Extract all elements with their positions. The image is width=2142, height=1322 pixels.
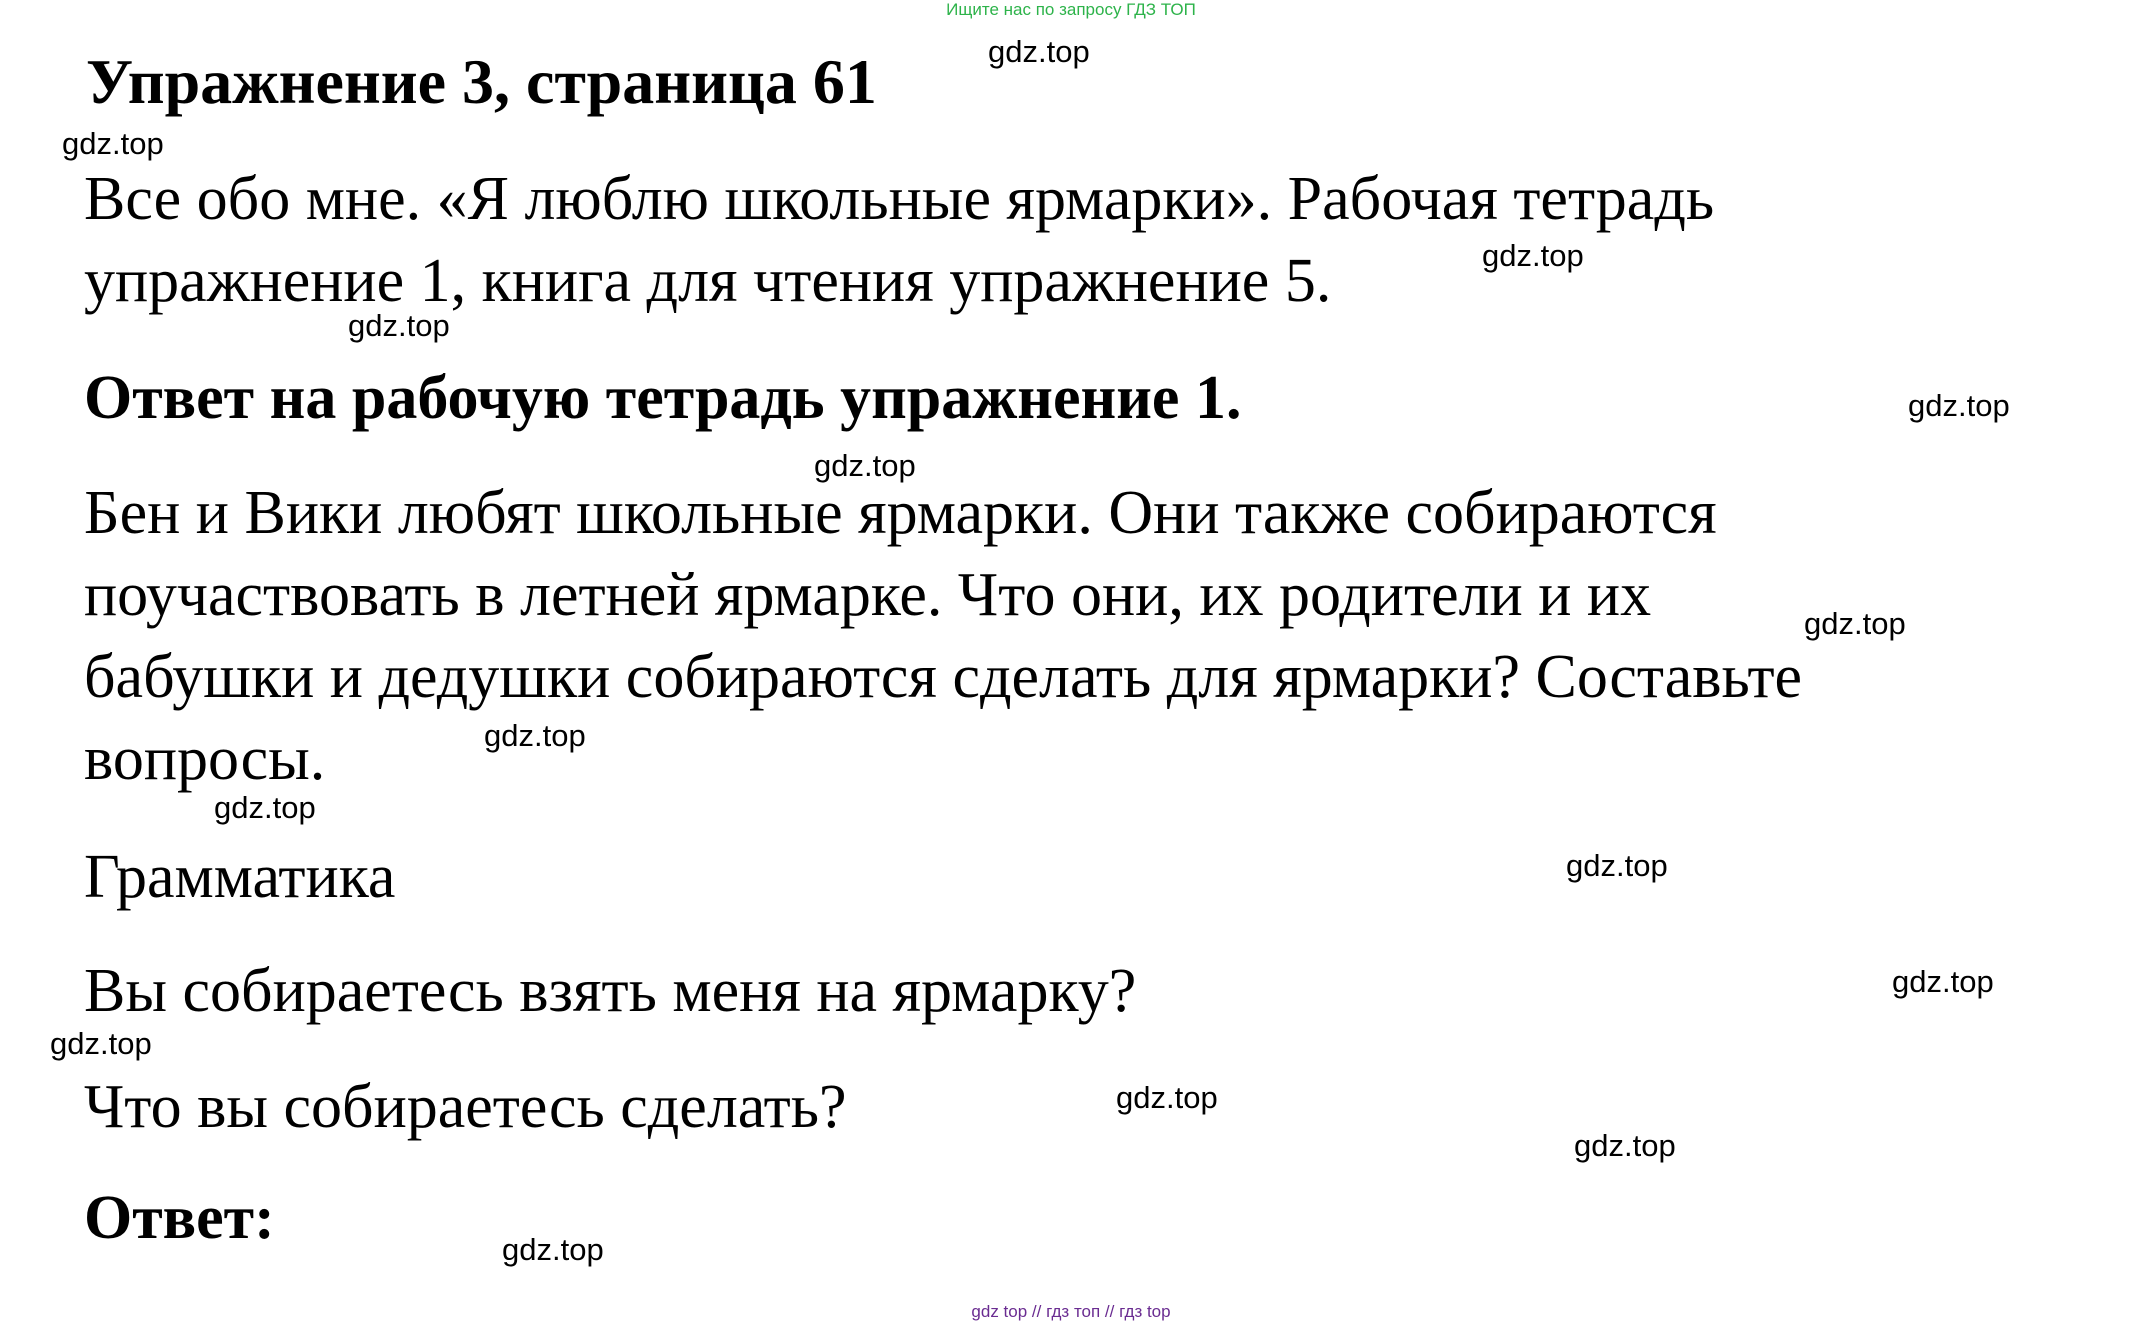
exercise-line-1: Бен и Вики любят школьные ярмарки. Они также собираются xyxy=(84,479,1717,547)
task-line-2: упражнение 1, книга для чтения упражнение 5. xyxy=(84,247,1332,315)
watermark: gdz.top xyxy=(988,34,1090,69)
watermark: gdz.top xyxy=(502,1232,604,1267)
watermark: gdz.top xyxy=(50,1026,152,1061)
watermark: gdz.top xyxy=(1574,1128,1676,1163)
grammar-label: Грамматика xyxy=(84,843,396,911)
answer-heading: Ответ на рабочую тетрадь упражнение 1. xyxy=(84,364,1242,432)
exercise-line-4: вопросы. xyxy=(84,725,326,793)
exercise-line-2: поучаствовать в летней ярмарке. Что они, их родители и их xyxy=(84,561,1652,629)
watermark: gdz.top xyxy=(814,448,916,483)
answer-label: Ответ: xyxy=(84,1184,275,1252)
watermark: gdz.top xyxy=(348,308,450,343)
watermark: gdz.top xyxy=(484,718,586,753)
task-line-1: Все обо мне. «Я люблю школьные ярмарки». Рабочая тетрадь xyxy=(84,165,1715,233)
watermark: gdz.top xyxy=(1566,848,1668,883)
watermark: gdz.top xyxy=(1482,238,1584,273)
watermark: gdz.top xyxy=(62,126,164,161)
watermark: gdz.top xyxy=(1908,388,2010,423)
page-title: Упражнение 3, страница 61 xyxy=(86,46,877,117)
search-banner: Ищите нас по запросу ГДЗ ТОП xyxy=(946,0,1196,19)
example-question-2: Что вы собираетесь сделать? xyxy=(84,1073,847,1141)
watermark: gdz.top xyxy=(1116,1080,1218,1115)
watermark: gdz.top xyxy=(214,790,316,825)
watermark: gdz.top xyxy=(1804,606,1906,641)
watermark: gdz.top xyxy=(1892,964,1994,999)
example-question-1: Вы собираетесь взять меня на ярмарку? xyxy=(84,957,1137,1025)
exercise-line-3: бабушки и дедушки собираются сделать для ярмарки? Составьте xyxy=(84,643,1803,711)
footer-links: gdz top // гдз топ // гдз top xyxy=(971,1302,1171,1321)
